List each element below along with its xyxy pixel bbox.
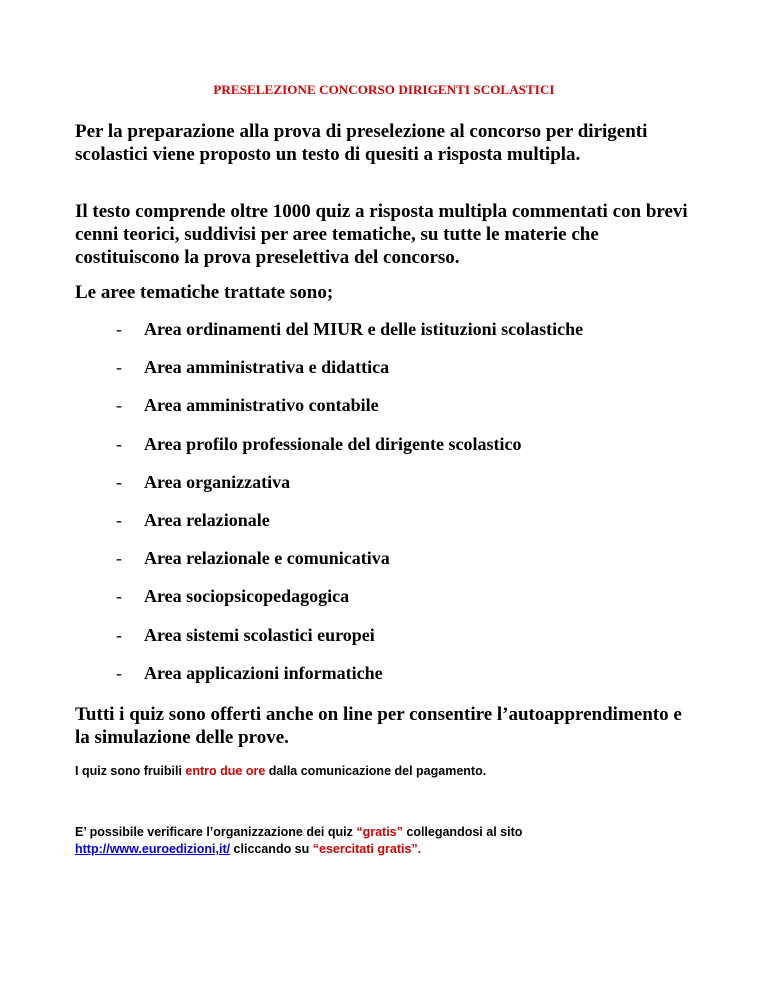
- list-marker: -: [116, 319, 122, 339]
- list-marker: -: [116, 357, 122, 378]
- free-trial-text: E’ possibile verificare l’organizzazione dei quiz: [75, 825, 357, 839]
- list-marker: -: [116, 471, 122, 492]
- list-item: [116, 471, 583, 509]
- area-label: Area amministrativa e didattica: [144, 357, 390, 378]
- availability-note: [75, 763, 486, 780]
- list-item: [116, 394, 583, 432]
- list-marker: -: [116, 586, 122, 607]
- free-trial-text-end: collegandosi al sito: [402, 825, 523, 839]
- area-label: Area organizzativa: [144, 471, 291, 492]
- list-item: [116, 662, 583, 700]
- list-marker: -: [116, 662, 122, 683]
- availability-text: I quiz sono fruibili: [75, 764, 186, 778]
- availability-highlight: entro due ore: [185, 764, 266, 778]
- intro-paragraph: Per la preparazione alla prova di preselezione al concorso per dirigenti scolastici viene proposto un testo di quesiti a risposta multipla.: [75, 121, 648, 165]
- area-label: Area sociopsicopedagogica: [144, 586, 350, 607]
- list-item: [116, 318, 583, 356]
- area-label: Area sistemi scolastici europei: [144, 624, 375, 645]
- area-label: Area relazionale: [144, 509, 270, 530]
- practice-free-highlight: “esercitati gratis”.: [312, 842, 422, 856]
- list-item: [116, 547, 583, 585]
- area-label: Area applicazioni informatiche: [144, 662, 383, 683]
- areas-heading: Le aree tematiche trattate sono;: [75, 282, 334, 303]
- free-trial-link-line: [75, 841, 421, 858]
- free-trial-note: [75, 824, 522, 841]
- area-label: Area profilo professionale del dirigente scolastico: [144, 433, 522, 454]
- area-label: Area relazionale e comunicativa: [144, 548, 390, 569]
- list-item: [116, 585, 583, 623]
- list-item: [116, 433, 583, 471]
- online-paragraph: Tutti i quiz sono offerti anche on line per consentire l’autoapprendimento e la simulazione delle prove.: [75, 704, 682, 748]
- list-marker: -: [116, 395, 122, 416]
- availability-text-end: dalla comunicazione del pagamento.: [265, 764, 487, 778]
- website-link[interactable]: http://www.euroedizioni,it/: [75, 842, 231, 856]
- free-highlight: “gratis”: [356, 825, 403, 839]
- list-marker: -: [116, 624, 122, 645]
- area-label: Area amministrativo contabile: [144, 395, 379, 416]
- list-item: [116, 509, 583, 547]
- click-instruction: cliccando su: [230, 842, 313, 856]
- area-label: Area ordinamenti del MIUR e delle istituzioni scolastiche: [144, 319, 584, 339]
- content-paragraph: Il testo comprende oltre 1000 quiz a risposta multipla commentati con brevi cenni teorici, suddivisi per aree tematiche, su tutte le materie che costituiscono la prova preselettiva del concorso.: [75, 201, 688, 268]
- areas-list: [116, 318, 583, 700]
- document-title: PRESELEZIONE CONCORSO DIRIGENTI SCOLASTICI: [213, 82, 555, 97]
- list-item: [116, 356, 583, 394]
- list-marker: -: [116, 509, 122, 530]
- list-item: [116, 624, 583, 662]
- list-marker: -: [116, 548, 122, 569]
- list-marker: -: [116, 433, 122, 454]
